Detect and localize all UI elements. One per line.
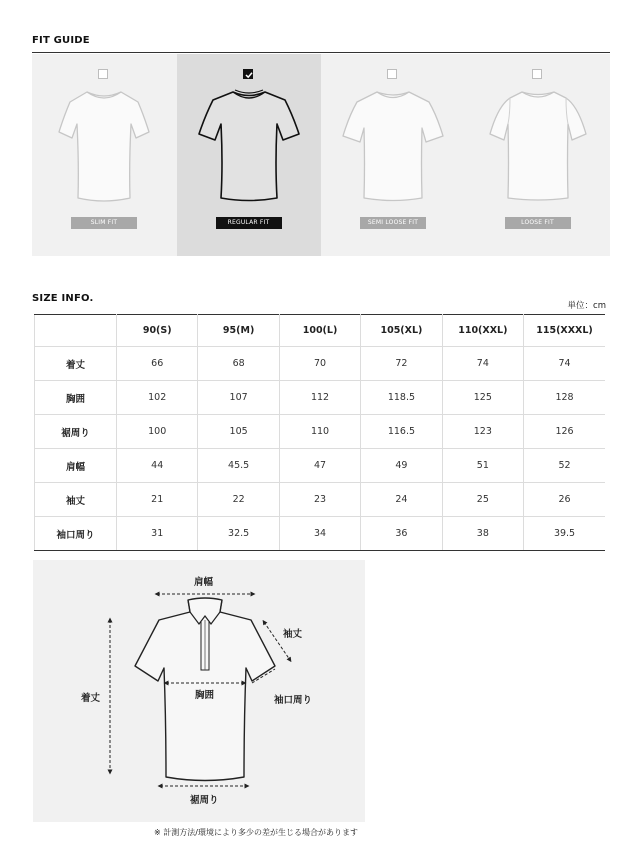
size-column-header: 100(L) — [279, 315, 360, 347]
table-cell: 110 — [279, 415, 360, 449]
table-cell: 39.5 — [524, 517, 605, 551]
size-column-header: 95(M) — [198, 315, 279, 347]
loose-fit-shirt-icon — [486, 84, 590, 209]
size-table-corner — [35, 315, 117, 347]
fit-guide-title: FIT GUIDE — [32, 35, 90, 46]
diagram-label-sleeve: 袖丈 — [283, 629, 303, 640]
table-cell: 128 — [524, 381, 605, 415]
row-label: 袖口周り — [35, 517, 117, 551]
unit-note: 単位：cm — [567, 301, 606, 311]
table-row — [35, 415, 606, 449]
fit-option-loose[interactable] — [466, 54, 611, 256]
table-cell: 102 — [117, 381, 198, 415]
fit-checkbox-loose[interactable] — [532, 69, 542, 79]
table-row — [35, 381, 606, 415]
fit-checkbox-regular[interactable] — [243, 69, 253, 79]
table-cell: 22 — [198, 483, 279, 517]
fit-label-slim: SLIM FIT — [71, 217, 137, 229]
diagram-label-shoulder: 肩幅 — [194, 577, 214, 588]
fit-option-semi-loose[interactable] — [321, 54, 466, 256]
table-cell: 36 — [361, 517, 442, 551]
table-cell: 24 — [361, 483, 442, 517]
size-column-header: 105(XL) — [361, 315, 442, 347]
size-info-title: SIZE INFO. — [32, 293, 94, 304]
table-cell: 21 — [117, 483, 198, 517]
fit-option-regular[interactable] — [177, 54, 322, 256]
fit-label-semi-loose: SEMI LOOSE FIT — [360, 217, 426, 229]
table-cell: 31 — [117, 517, 198, 551]
table-cell: 49 — [361, 449, 442, 483]
table-cell: 51 — [442, 449, 523, 483]
table-cell: 26 — [524, 483, 605, 517]
slim-fit-shirt-icon — [52, 84, 156, 209]
size-table-header-row — [35, 315, 606, 347]
fit-label-regular: REGULAR FIT — [216, 217, 282, 229]
table-row — [35, 517, 606, 551]
table-cell: 25 — [442, 483, 523, 517]
diagram-label-length: 着丈 — [81, 693, 101, 704]
fit-checkbox-semi-loose[interactable] — [387, 69, 397, 79]
table-cell: 105 — [198, 415, 279, 449]
table-cell: 44 — [117, 449, 198, 483]
diagram-label-chest: 胸囲 — [195, 690, 215, 701]
table-cell: 74 — [442, 347, 523, 381]
table-cell: 112 — [279, 381, 360, 415]
table-cell: 118.5 — [361, 381, 442, 415]
table-cell: 47 — [279, 449, 360, 483]
table-cell: 52 — [524, 449, 605, 483]
table-cell: 74 — [524, 347, 605, 381]
table-cell: 23 — [279, 483, 360, 517]
size-column-header: 90(S) — [117, 315, 198, 347]
fit-label-loose: LOOSE FIT — [505, 217, 571, 229]
table-cell: 38 — [442, 517, 523, 551]
table-cell: 125 — [442, 381, 523, 415]
table-row — [35, 483, 606, 517]
fit-checkbox-slim[interactable] — [98, 69, 108, 79]
diagram-label-cuff: 袖口周り — [274, 695, 313, 706]
table-cell: 45.5 — [198, 449, 279, 483]
semi-loose-fit-shirt-icon — [341, 84, 445, 209]
measurement-footnote: ※ 計測方法/環境により多少の差が生じる場合があります — [154, 828, 358, 837]
size-column-header: 110(XXL) — [442, 315, 523, 347]
row-label: 肩幅 — [35, 449, 117, 483]
table-cell: 126 — [524, 415, 605, 449]
size-column-header: 115(XXXL) — [524, 315, 605, 347]
table-cell: 34 — [279, 517, 360, 551]
diagram-label-hem: 裾周り — [190, 795, 219, 806]
row-label: 裾周り — [35, 415, 117, 449]
row-label: 袖丈 — [35, 483, 117, 517]
fit-guide-panels — [32, 54, 610, 256]
fit-option-slim[interactable] — [32, 54, 177, 256]
table-cell: 66 — [117, 347, 198, 381]
table-cell: 70 — [279, 347, 360, 381]
table-cell: 107 — [198, 381, 279, 415]
row-label: 着丈 — [35, 347, 117, 381]
table-cell: 100 — [117, 415, 198, 449]
table-cell: 116.5 — [361, 415, 442, 449]
measurement-diagram — [33, 560, 365, 822]
table-cell: 32.5 — [198, 517, 279, 551]
table-row — [35, 347, 606, 381]
table-row — [35, 449, 606, 483]
fit-guide-divider — [32, 52, 610, 53]
table-cell: 72 — [361, 347, 442, 381]
checkmark-icon — [244, 70, 254, 80]
table-cell: 68 — [198, 347, 279, 381]
regular-fit-shirt-icon — [197, 84, 301, 209]
size-table — [34, 314, 605, 551]
row-label: 胸囲 — [35, 381, 117, 415]
table-cell: 123 — [442, 415, 523, 449]
